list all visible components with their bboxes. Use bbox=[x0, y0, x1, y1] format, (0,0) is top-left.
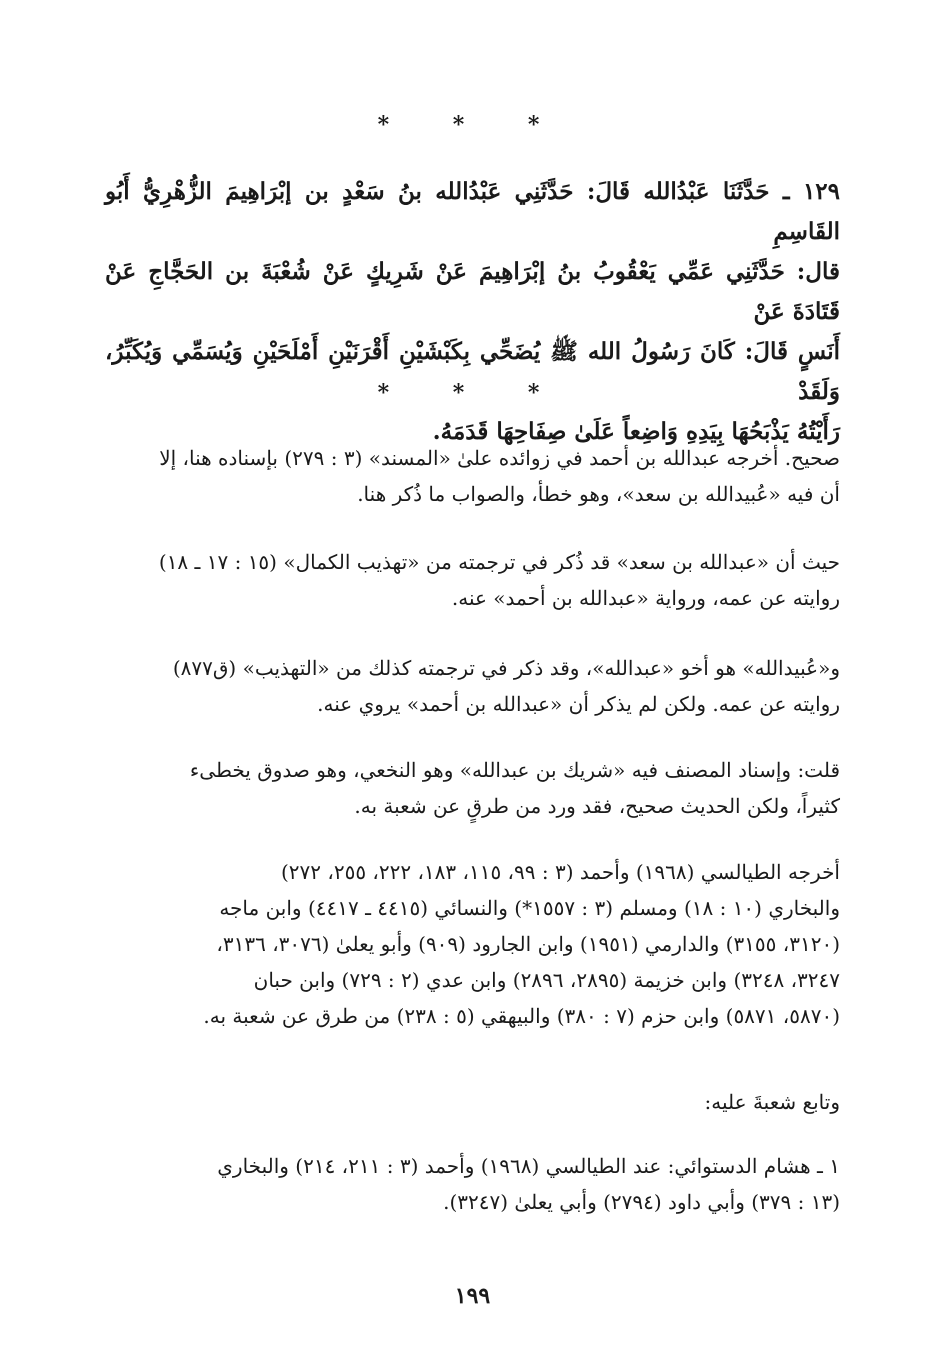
text-line: حيث أن «عبدالله بن سعد» قد ذُكر في ترجمته من «تهذيب الكمال» (١٥ : ١٧ ـ ١٨) bbox=[158, 550, 840, 574]
text-line: ٣٢٤٧، ٣٢٤٨) وابن خزيمة (٢٨٩٥، ٢٨٩٦) وابن عدي (٢ : ٧٢٩) وابن حبان bbox=[253, 968, 840, 992]
text-line: كثيراً، ولكن الحديث صحيح، فقد ورد من طرقٍ عن شعبة به. bbox=[354, 794, 840, 818]
text-line: ١ ـ هشام الدستوائي: عند الطيالسي (١٩٦٨) وأحمد (٣ : ٢١١، ٢١٤) والبخاري bbox=[217, 1154, 840, 1178]
page-number: ١٩٩ bbox=[454, 1283, 491, 1309]
page bbox=[105, 0, 840, 1371]
hadith-line: أَنَسٍ قَالَ: كَانَ رَسُولُ الله ﷺ يُضَحِّي بِكَبْشَيْنِ أَقْرَنَيْنِ أَمْلَحَيْنِ وَيُسَمِّي وَيُكَبِّرُ، وَلَقَدْ bbox=[105, 338, 840, 405]
commentary-paragraph bbox=[105, 544, 840, 616]
separator-top: * * * bbox=[377, 112, 568, 138]
text-line: صحيح. أخرجه عبدالله بن أحمد في زوائده علىٰ «المسند» (٣ : ٢٧٩) بإسناده هنا، إلا bbox=[159, 446, 840, 470]
text-line: أخرجه الطيالسي (١٩٦٨) وأحمد (٣ : ٩٩، ١١٥، ١٨٣، ٢٢٢، ٢٥٥، ٢٧٢) bbox=[280, 860, 840, 884]
commentary-paragraph bbox=[105, 752, 840, 824]
text-line: و«عُبيدالله» هو أخو «عبدالله»، وقد ذكر في ترجمته كذلك من «التهذيب» (ق٨٧٧) bbox=[172, 656, 840, 680]
text-line: روايته عن عمه. ولكن لم يذكر أن «عبدالله بن أحمد» يروي عنه. bbox=[317, 692, 840, 716]
commentary-paragraph bbox=[105, 650, 840, 722]
text-line: قلت: وإسناد المصنف فيه «شريك بن عبدالله» وهو النخعي، وهو صدوق يخطىء bbox=[189, 758, 840, 782]
sources-paragraph bbox=[105, 854, 840, 1034]
text-line: (٥٨٧٠، ٥٨٧١) وابن حزم (٧ : ٣٨٠) والبيهقي (٥ : ٢٣٨) من طرق عن شعبة به. bbox=[203, 1004, 840, 1028]
text-line: وتابع شعبةَ عليه: bbox=[704, 1090, 840, 1114]
separator-middle: * * * bbox=[377, 380, 568, 406]
text-line: روايته عن عمه، ورواية «عبدالله بن أحمد» عنه. bbox=[451, 586, 840, 610]
commentary-paragraph bbox=[105, 440, 840, 512]
text-line: أن فيه «عُبيدالله بن سعد»، وهو خطأ، والصواب ما ذُكر هنا. bbox=[357, 482, 840, 506]
hadith-line: ١٢٩ ـ حَدَّثَنَا عَبْدُالله قَالَ: حَدَّثَنِي عَبْدُالله بنُ سَعْدٍ بن إبْرَاهِيمَ الزُّهْرِيُّ أَبُو القَاسِمِ bbox=[105, 178, 840, 245]
follower-item bbox=[105, 1148, 840, 1220]
text-line: (١٣ : ٣٧٩) وأبي داود (٢٧٩٤) وأبي يعلىٰ (٣٢٤٧). bbox=[443, 1190, 840, 1214]
hadith-text bbox=[105, 172, 840, 452]
text-line: (٣١٢٠، ٣١٥٥) والدارمي (١٩٥١) وابن الجارود (٩٠٩) وأبو يعلىٰ (٣٠٧٦، ٣١٣٦، bbox=[216, 932, 840, 956]
hadith-line: رَأَيْتُهُ يَذْبَحُهَا بِيَدِهِ وَاضِعاً عَلَىٰ صِفَاحِهَا قَدَمَهُ. bbox=[432, 418, 840, 445]
hadith-line: قال: حَدَّثَنِي عَمِّي يَعْقُوبُ بنُ إبْرَاهِيمَ عَنْ شَرِيكٍ عَنْ شُعْبَةَ بن الحَجَّاجِ عَنْ قَتَادَةَ عَنْ bbox=[105, 258, 840, 325]
followers-heading bbox=[105, 1084, 840, 1120]
text-line: والبخاري (١٠ : ١٨) ومسلم (٣ : ١٥٥٧*) والنسائي (٤٤١٥ ـ ٤٤١٧) وابن ماجه bbox=[219, 896, 840, 920]
